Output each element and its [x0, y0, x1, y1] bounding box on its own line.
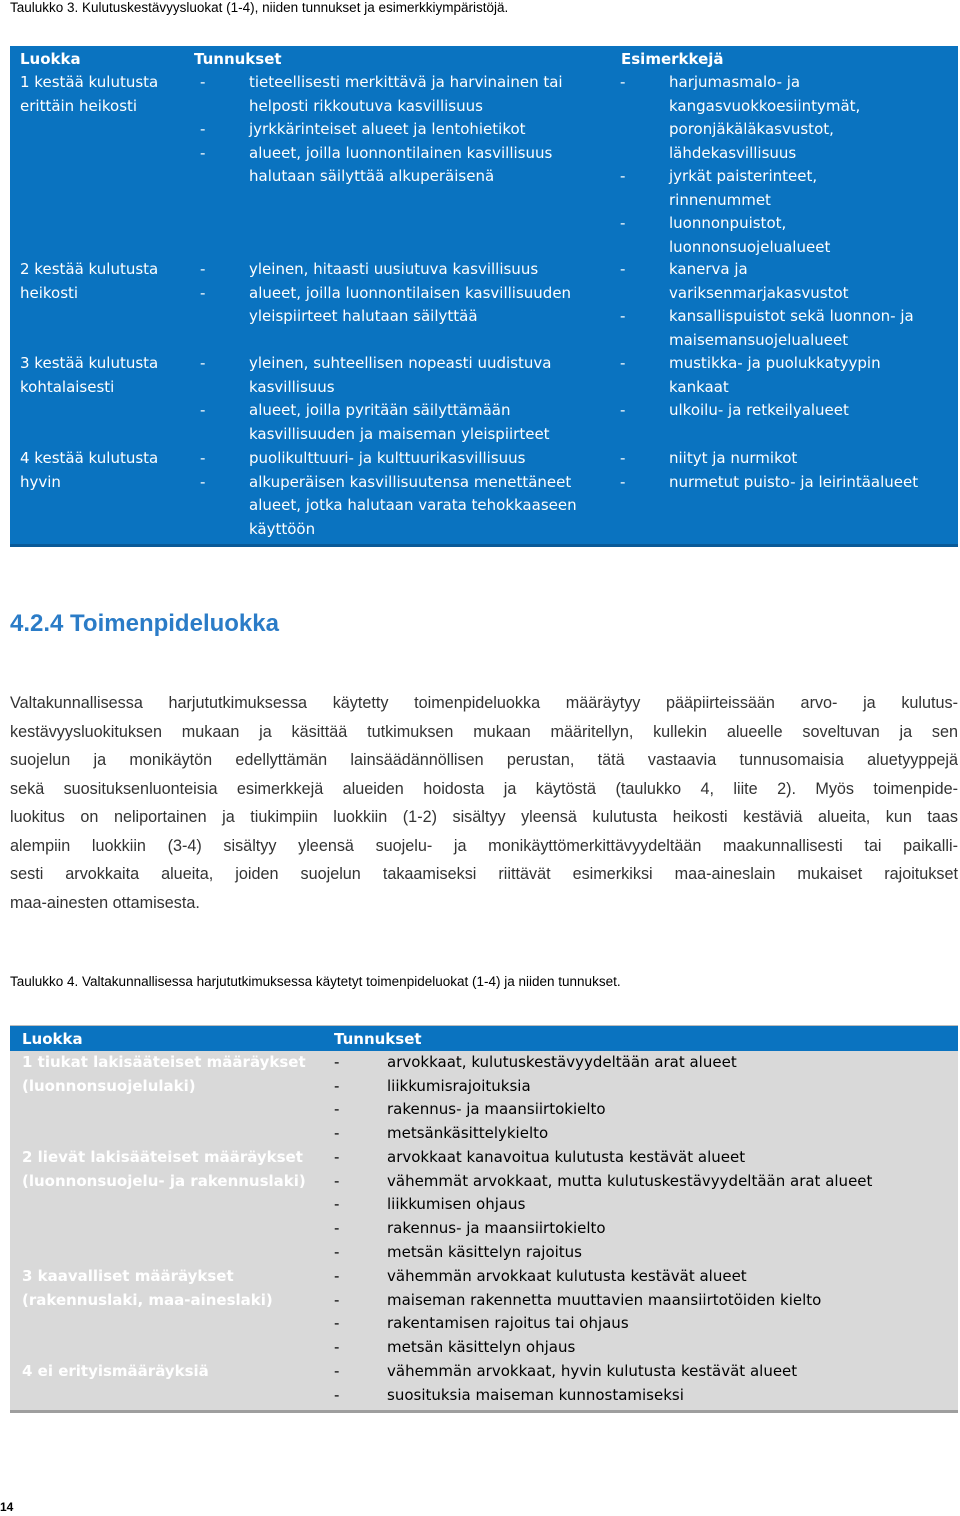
table4-header	[10, 1026, 958, 1051]
table4-header-class: Luokka	[22, 1030, 83, 1048]
list-item: - alueet, joilla pyritään säilyttämään kasvillisuuden ja maiseman yleispiirteet	[200, 401, 550, 443]
list-item: - luonnonpuistot, luonnonsuojelualueet	[620, 214, 831, 256]
list-item: - puolikulttuuri- ja kulttuurikasvillisuus	[200, 449, 526, 467]
paragraph-line: maa-ainesten ottamisesta.	[10, 893, 200, 912]
section-heading: 4.2.4 Toimenpideluokka	[10, 610, 279, 637]
table4-row-traits	[334, 1265, 934, 1360]
list-item: - vähemmän arvokkaat, hyvin kulutusta kestävät alueet	[334, 1362, 798, 1380]
list-item: - arvokkaat, kulutuskestävyydeltään arat alueet	[334, 1053, 737, 1071]
table3-row-examples	[620, 258, 955, 352]
list-item: - alueet, joilla luonnontilaisen kasvillisuuden yleispiirteet halutaan säilyttää	[200, 283, 572, 325]
list-item: - yleinen, hitaasti uusiutuva kasvillisuus	[200, 260, 539, 278]
table3-header-examples: Esimerkkejä	[621, 50, 724, 68]
table3-row-traits	[200, 352, 610, 446]
table3-row-class: 2 kestää kulutusta heikosti	[20, 260, 159, 302]
list-item: - ulkoilu- ja retkeilyalueet	[620, 401, 849, 419]
table3-row-traits	[200, 71, 610, 189]
list-item: - liikkumisen ohjaus	[334, 1195, 526, 1214]
list-item: - yleinen, suhteellisen nopeasti uudistuva kasvillisuus	[200, 354, 552, 396]
list-item: - alueet, joilla luonnontilainen kasvillisuus halutaan säilyttää alkuperäisenä	[200, 143, 553, 185]
table3-caption: Taulukko 3. Kulutuskestävyysluokat (1-4), niiden tunnukset ja esimerkkiympäristöjä.	[10, 0, 509, 15]
list-item: - rakennus- ja maansiirtokielto	[334, 1100, 606, 1119]
table3-row-examples	[620, 352, 955, 423]
table3-row-class: 1 kestää kulutusta erittäin heikosti	[20, 73, 159, 115]
table3-header-traits: Tunnukset	[194, 50, 282, 68]
paragraph-line: sesti arvokkaita alueita, joiden suojelun takaamiseksi riittävät esimerkiksi maa-aineslain mukaiset rajoitukset	[10, 865, 958, 883]
list-item: - mustikka- ja puolukkatyypin kankaat	[620, 354, 881, 396]
section-paragraph	[10, 689, 958, 917]
list-item: - metsän käsittelyn ohjaus	[334, 1338, 576, 1357]
list-item: - metsänkäsittelykielto	[334, 1124, 549, 1143]
table4-row-class: 2 lievät lakisääteiset määräykset (luonnonsuojelu- ja rakennuslaki)	[22, 1148, 306, 1190]
list-item: - alkuperäisen kasvillisuutensa menettäneet alueet, jotka halutaan varata tehokkaaseen käyttöön	[200, 472, 577, 538]
table3-header-class: Luokka	[20, 50, 81, 68]
list-item: - rakennus- ja maansiirtokielto	[334, 1219, 606, 1238]
table3-row-traits	[200, 447, 610, 541]
list-item: - rakentamisen rajoitus tai ohjaus	[334, 1314, 629, 1333]
list-item: - metsän käsittelyn rajoitus	[334, 1242, 582, 1261]
table4-row-class: 4 ei erityismääräyksiä	[22, 1362, 209, 1380]
table3-row-examples	[620, 71, 955, 259]
table3-row-class: 4 kestää kulutusta hyvin	[20, 449, 159, 491]
table4-row-class: 3 kaavalliset määräykset (rakennuslaki, maa-aineslaki)	[22, 1267, 273, 1309]
table3	[10, 46, 958, 547]
list-item: - jyrkkärinteiset alueet ja lentohietikot	[200, 120, 526, 138]
table4-caption: Taulukko 4. Valtakunnallisessa harjututkimuksessa käytetyt toimenpideluokat (1-4) ja niiden tunnukset.	[10, 974, 621, 989]
list-item: - tieteellisesti merkittävä ja harvinainen tai helposti rikkoutuva kasvillisuus	[200, 73, 563, 115]
page-number: 14	[0, 1500, 14, 1514]
list-item: - vähemmät arvokkaat, mutta kulutuskestävyydeltään arat alueet	[334, 1171, 873, 1190]
table4-row-traits	[334, 1146, 934, 1265]
paragraph-line: luokitus on neliportainen ja tiukimpiin luokkiin (1-2) sisältyy yleensä kulutusta heikosti kestäviä alueita, kun taas	[10, 808, 958, 826]
table4	[10, 1025, 958, 1413]
list-item: - arvokkaat kanavoitua kulutusta kestävät alueet	[334, 1148, 746, 1166]
list-item: - jyrkät paisterinteet, rinnenummet	[620, 167, 818, 209]
list-item: - nurmetut puisto- ja leirintäalueet	[620, 472, 919, 491]
list-item: - niityt ja nurmikot	[620, 449, 798, 467]
list-item: - maiseman rakennetta muuttavien maansiirtotöiden kielto	[334, 1290, 822, 1309]
table4-row-traits	[334, 1051, 934, 1146]
table4-header-traits: Tunnukset	[334, 1030, 422, 1048]
table3-row-examples	[620, 447, 955, 494]
list-item: - vähemmän arvokkaat kulutusta kestävät alueet	[334, 1267, 747, 1285]
list-item: - liikkumisrajoituksia	[334, 1076, 531, 1095]
paragraph-line: sekä suosituksenluonteisia esimerkkejä alueiden hoidosta ja käytöstä (taulukko 4, liite 2). Myös toimenpide-	[10, 779, 958, 798]
table4-row-class: 1 tiukat lakisääteiset määräykset (luonnonsuojelulaki)	[22, 1053, 306, 1095]
table3-row-traits	[200, 258, 610, 329]
list-item: - suosituksia maiseman kunnostamiseksi	[334, 1385, 684, 1404]
paragraph-line: Valtakunnallisessa harjututkimuksessa käytetty toimenpideluokka määräytyy pääpiirteissään arvo- ja kulutus-	[10, 694, 958, 712]
paragraph-line: kestävyysluokituksen mukaan ja käsittää tutkimuksen mukaan määritellyn, kullekin alueelle soveltuvan ja sen	[10, 722, 958, 741]
paragraph-line: alempiin luokkiin (3-4) sisältyy yleensä suojelu- ja monikäyttömerkittävyydeltään maakunnallisesti tai paikalli-	[10, 836, 958, 855]
table4-row-traits	[334, 1360, 934, 1407]
list-item: - kansallispuistot sekä luonnon- ja maisemansuojelualueet	[620, 307, 914, 349]
table3-row-class: 3 kestää kulutusta kohtalaisesti	[20, 354, 159, 396]
paragraph-line: suojelun ja monikäytön edellyttämän lainsäädännöllisen perustan, tätä vastaavia tunnusomaisia aluetyyppejä	[10, 751, 958, 769]
list-item: - kanerva ja variksenmarjakasvustot	[620, 260, 849, 302]
list-item: - harjumasmalo- ja kangasvuokkoesiintymät, poronjäkäläkasvustot, lähdekasvillisuus	[620, 73, 861, 162]
